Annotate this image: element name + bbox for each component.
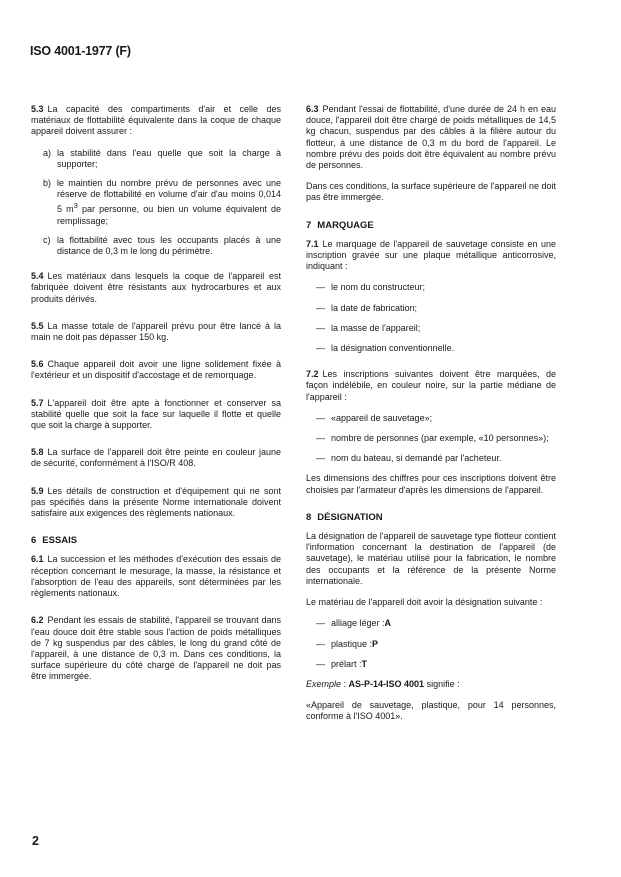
list-text: [57, 178, 281, 227]
dash-marker: —: [316, 322, 325, 333]
section-number: 7: [306, 219, 312, 231]
section-number: 6: [31, 535, 37, 547]
left-column: [31, 104, 281, 693]
list-text-part: par personne, ou bien un volume équivalent de remplissage;: [57, 204, 281, 226]
clause-7-1: [306, 239, 556, 273]
example-line: [306, 679, 556, 690]
list-item: [316, 282, 556, 293]
clause-text: La surface de l'appareil doit être peinte en couleur jaune de sécurité, conformément à l'ISO/R 408.: [31, 447, 281, 469]
list-item: [316, 343, 556, 354]
clause-6-1: [31, 554, 281, 599]
section-number: 8: [306, 511, 312, 523]
clause-number: 5.5: [31, 320, 44, 331]
clause-number: 5.7: [31, 397, 44, 408]
superscript: 3: [73, 201, 78, 211]
clause-number: 7.2: [306, 369, 319, 380]
clause-7-2: [306, 369, 556, 403]
list-item: [316, 659, 556, 670]
document-header: ISO 4001-1977 (F): [30, 44, 131, 58]
dash-marker: —: [316, 658, 325, 669]
list-item: [316, 453, 556, 464]
dash-marker: —: [316, 618, 325, 629]
dash-marker: —: [316, 282, 325, 293]
dash-marker: —: [316, 453, 325, 464]
clause-text: Chaque appareil doit avoir une ligne solidement fixée à l'extérieur et un dispositif d'accostage et de remorquage.: [31, 359, 281, 381]
clause-number: 5.9: [31, 485, 44, 496]
list-text: la désignation conventionnelle.: [331, 343, 455, 354]
page-number: 2: [32, 834, 39, 848]
example-colon: :: [341, 678, 349, 689]
clause-6-3: [306, 104, 556, 171]
list-text: nom du bateau, si demandé par l'acheteur.: [331, 453, 502, 464]
list-text: le nom du constructeur;: [331, 282, 426, 293]
list-label: a): [43, 147, 52, 158]
list-item: [43, 235, 281, 257]
clause-6-2: [31, 615, 281, 682]
clause-5-9: [31, 486, 281, 520]
clause-number: 5.3: [31, 104, 44, 114]
paragraph: La désignation de l'appareil de sauvetage type flotteur contient l'information concernant la destination de l'appareil (de sauvetage), le matériau utilisé pour la fabrication, le nombre des occupants et la référence de la présente Norme internationale.: [306, 531, 556, 586]
section-title: DÉSIGNATION: [317, 511, 383, 523]
clause-number: 5.8: [31, 447, 44, 458]
section-title: MARQUAGE: [317, 219, 374, 231]
material-code: A: [384, 618, 392, 629]
list-item: [316, 413, 556, 424]
material-name: alliage léger :: [331, 618, 385, 629]
list-text: la stabilité dans l'eau quelle que soit la charge à supporter;: [57, 147, 281, 169]
list-text: la flottabilité avec tous les occupants placés à une distance de 0,3 m le long du périmètre.: [57, 234, 281, 257]
clause-text: La masse totale de l'appareil prévu pour être lancé à la main ne doit pas dépasser 150 kg.: [31, 320, 281, 343]
list-item: [316, 433, 556, 444]
clause-5-4: [31, 271, 281, 305]
list-text: nombre de personnes (par exemple, «10 personnes»);: [331, 433, 549, 444]
clause-5-5: [31, 321, 281, 343]
material-code: T: [361, 658, 368, 669]
material-name: plastique :: [331, 638, 373, 649]
clause-5-6: [31, 359, 281, 381]
section-heading-7: [306, 220, 556, 231]
list-label: c): [43, 234, 51, 245]
example-text: «Appareil de sauvetage, plastique, pour 14 personnes, conforme à l'ISO 4001».: [306, 700, 556, 722]
list-item: [316, 639, 556, 650]
paragraph: Dans ces conditions, la surface supérieure de l'appareil ne doit pas être immergée.: [306, 181, 556, 203]
list-text: la masse de l'appareil;: [331, 322, 421, 333]
section-heading-6: [31, 535, 281, 546]
clause-5-8: [31, 447, 281, 469]
list-item: [316, 618, 556, 629]
clause-number: 5.4: [31, 271, 44, 282]
paragraph: Les dimensions des chiffres pour ces inscriptions doivent être choisies par l'armateur d'après les dimensions de l'appareil.: [306, 473, 556, 495]
clause-text: Pendant l'essai de flottabilité, d'une durée de 24 h en eau douce, l'appareil doit être chargé de poids métalliques de 14,5 kg chacun, suspendus par des câbles à la filière autour du flotteur, à une distance de 0,3 m du bord de l'appareil. Le nombre prévu des poids doit être équivalent au nombre prévu de personnes.: [306, 104, 556, 171]
example-code: AS-P-14-ISO 4001: [348, 678, 425, 689]
clause-number: 6.1: [31, 554, 44, 565]
material-code: P: [372, 638, 379, 649]
clause-number: 6.2: [31, 615, 44, 626]
right-column: [306, 104, 556, 733]
clause-text: La capacité des compartiments d'air et celle des matériaux de flottabilité équivalente dans la coque de chaque appareil doivent assurer :: [31, 104, 281, 137]
clause-text: Les inscriptions suivantes doivent être marquées, de façon indélébile, en couleur noire, sur la partie médiane de l'appareil :: [306, 369, 556, 402]
clause-text: Le marquage de l'appareil de sauvetage consiste en une inscription gravée sur une plaque métallique anticorrosive, indiquant :: [306, 238, 556, 272]
clause-text: La succession et les méthodes d'exécution des essais de réception concernant le mesurage, la masse, la résistance et l'absorption de l'eau des appareils, sont déterminées par les règlements nationaux.: [31, 554, 281, 599]
example-label: Exemple: [306, 678, 342, 689]
clause-number: 5.6: [31, 359, 44, 370]
paragraph: Le matériau de l'appareil doit avoir la désignation suivante :: [306, 597, 543, 608]
list-item: [316, 303, 556, 314]
section-heading-8: [306, 512, 556, 523]
clause-text: L'appareil doit être apte à fonctionner et conserver sa stabilité quelle que soit la face sur laquelle il flotte et quelle que soit la charge à supporter.: [31, 397, 281, 431]
list-text-part: le maintien du nombre prévu de personnes avec une réserve de flottabilité en volume d'air d'au moins 0,014 5 m: [57, 178, 281, 215]
dash-marker: —: [316, 638, 325, 649]
material-name: prélart :: [331, 658, 362, 669]
list-text: la date de fabrication;: [331, 302, 418, 313]
list-item: [43, 148, 281, 170]
clause-number: 7.1: [306, 238, 319, 249]
clause-5-7: [31, 398, 281, 432]
clause-text: Les détails de construction et d'équipement qui ne sont pas spécifiés dans la présente Norme internationale doivent satisfaire aux exigences des règlements nationaux.: [31, 485, 281, 519]
list-item: [316, 323, 556, 334]
clause-text: Pendant les essais de stabilité, l'appareil se trouvant dans l'eau douce doit être stable sous l'action de poids métalliques de 7 kg suspendus par des câbles, le long du grand côté de l'appareil, à une distance de 0,3 m. Dans ces conditions, la surface supérieure du côté chargé de l'appareil ne doit pas être immergée.: [31, 615, 281, 682]
dash-marker: —: [316, 343, 325, 354]
list-item: [43, 178, 281, 227]
section-title: ESSAIS: [42, 535, 78, 547]
clause-5-3: [31, 104, 281, 138]
clause-text: Les matériaux dans lesquels la coque de l'appareil est fabriquée doivent être résistants aux hydrocarbures et aux produits dérivés.: [31, 271, 281, 304]
clause-number: 6.3: [306, 104, 319, 114]
list-label: b): [43, 178, 52, 189]
dash-marker: —: [316, 302, 325, 313]
dash-marker: —: [316, 433, 325, 444]
example-suffix: signifie :: [424, 678, 460, 689]
dash-marker: —: [316, 412, 325, 423]
list-text: «appareil de sauvetage»;: [331, 412, 433, 423]
